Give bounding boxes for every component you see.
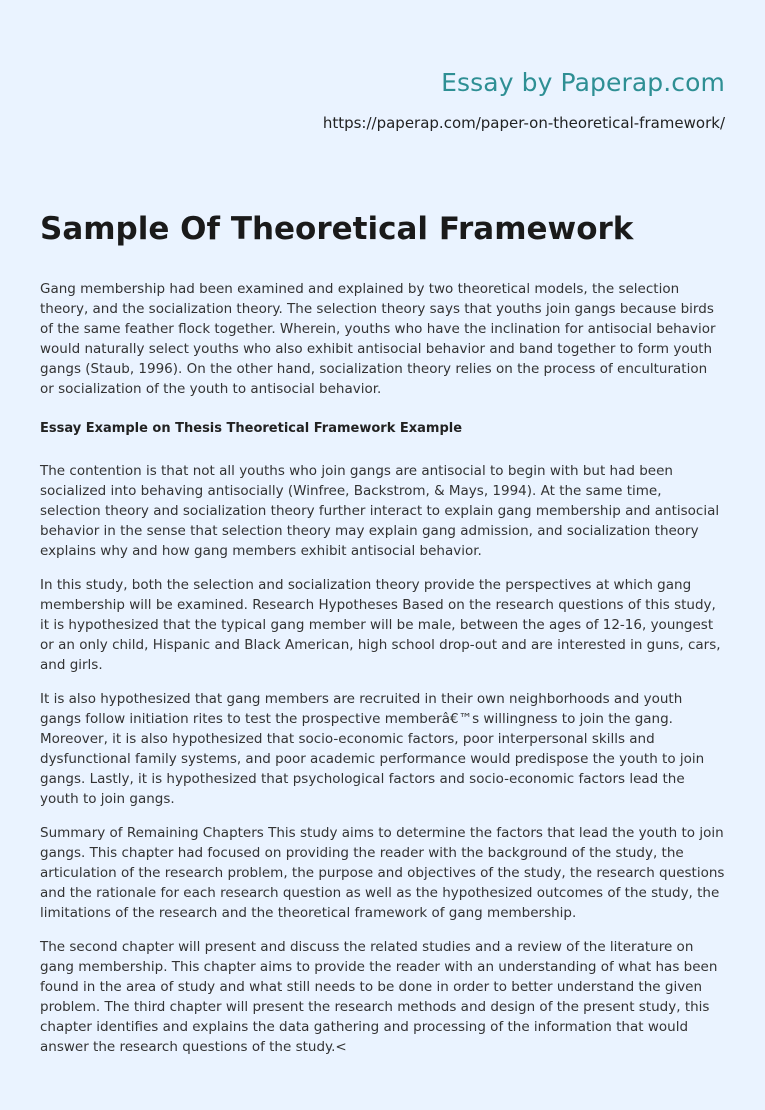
paragraph-contention: The contention is that not all youths who join gangs are antisocial to begin with but had been socialized into behaving antisocially (Winfree, Backstrom, & Mays, 1994). At the same time, selection theory and socialization theory further interact to explain gang membership and antisocial behavior in the sense that selection theory may explain gang admission, and socialization theory explains why and how gang members exhibit antisocial behavior. [40, 463, 720, 559]
essay-title: Sample Of Theoretical Framework [40, 211, 634, 247]
essay-subheading: Essay Example on Thesis Theoretical Framework Example [40, 421, 463, 436]
essay-body [40, 279, 725, 1057]
page-header [40, 0, 725, 133]
source-url[interactable]: https://paperap.com/paper-on-theoretical-framework/ [322, 114, 725, 132]
paragraph-second-chapter: The second chapter will present and discuss the related studies and a review of the literature on gang membership. This chapter aims to provide the reader with an understanding of what has been found in the area of study and what still needs to be done in order to better understand the given problem. The third chapter will present the research methods and design of the present study, this chapter identifies and explains the data gathering and processing of the information that would answer the research questions of the study.< [40, 939, 718, 1055]
paragraph-intro: Gang membership had been examined and explained by two theoretical models, the selection theory, and the socialization theory. The selection theory says that youths join gangs because birds of the same feather flock together. Wherein, youths who have the inclination for antisocial behavior would naturally select youths who also exhibit antisocial behavior and band together to form youth gangs (Staub, 1996). On the other hand, socialization theory relies on the process of enculturation or socialization of the youth to antisocial behavior. [40, 281, 716, 397]
paragraph-study-perspective: In this study, both the selection and socialization theory provide the perspectives at which gang membership will be examined. Research Hypotheses Based on the research questions of this study, it is hypothesized that the typical gang member will be male, between the ages of 12-16, youngest or an only child, Hispanic and Black American, high school drop-out and are interested in guns, cars, and girls. [40, 577, 721, 673]
paragraph-hypotheses: It is also hypothesized that gang members are recruited in their own neighborhoods and youth gangs follow initiation rites to test the prospective memberâ€™s willingness to join the gang. Moreover, it is also hypothesized that socio-economic factors, poor interpersonal skills and dysfunctional family systems, and poor academic performance would predispose the youth to join gangs. Lastly, it is hypothesized that psychological factors and socio-economic factors lead the youth to join gangs. [40, 691, 705, 807]
paragraph-summary: Summary of Remaining Chapters This study aims to determine the factors that lead the youth to join gangs. This chapter had focused on providing the reader with the background of the study, the articulation of the research problem, the purpose and objectives of the study, the research questions and the rationale for each research question as well as the hypothesized outcomes of the study, the limitations of the research and the theoretical framework of gang membership. [40, 825, 725, 921]
site-brand[interactable]: Essay by Paperap.com [441, 68, 725, 97]
